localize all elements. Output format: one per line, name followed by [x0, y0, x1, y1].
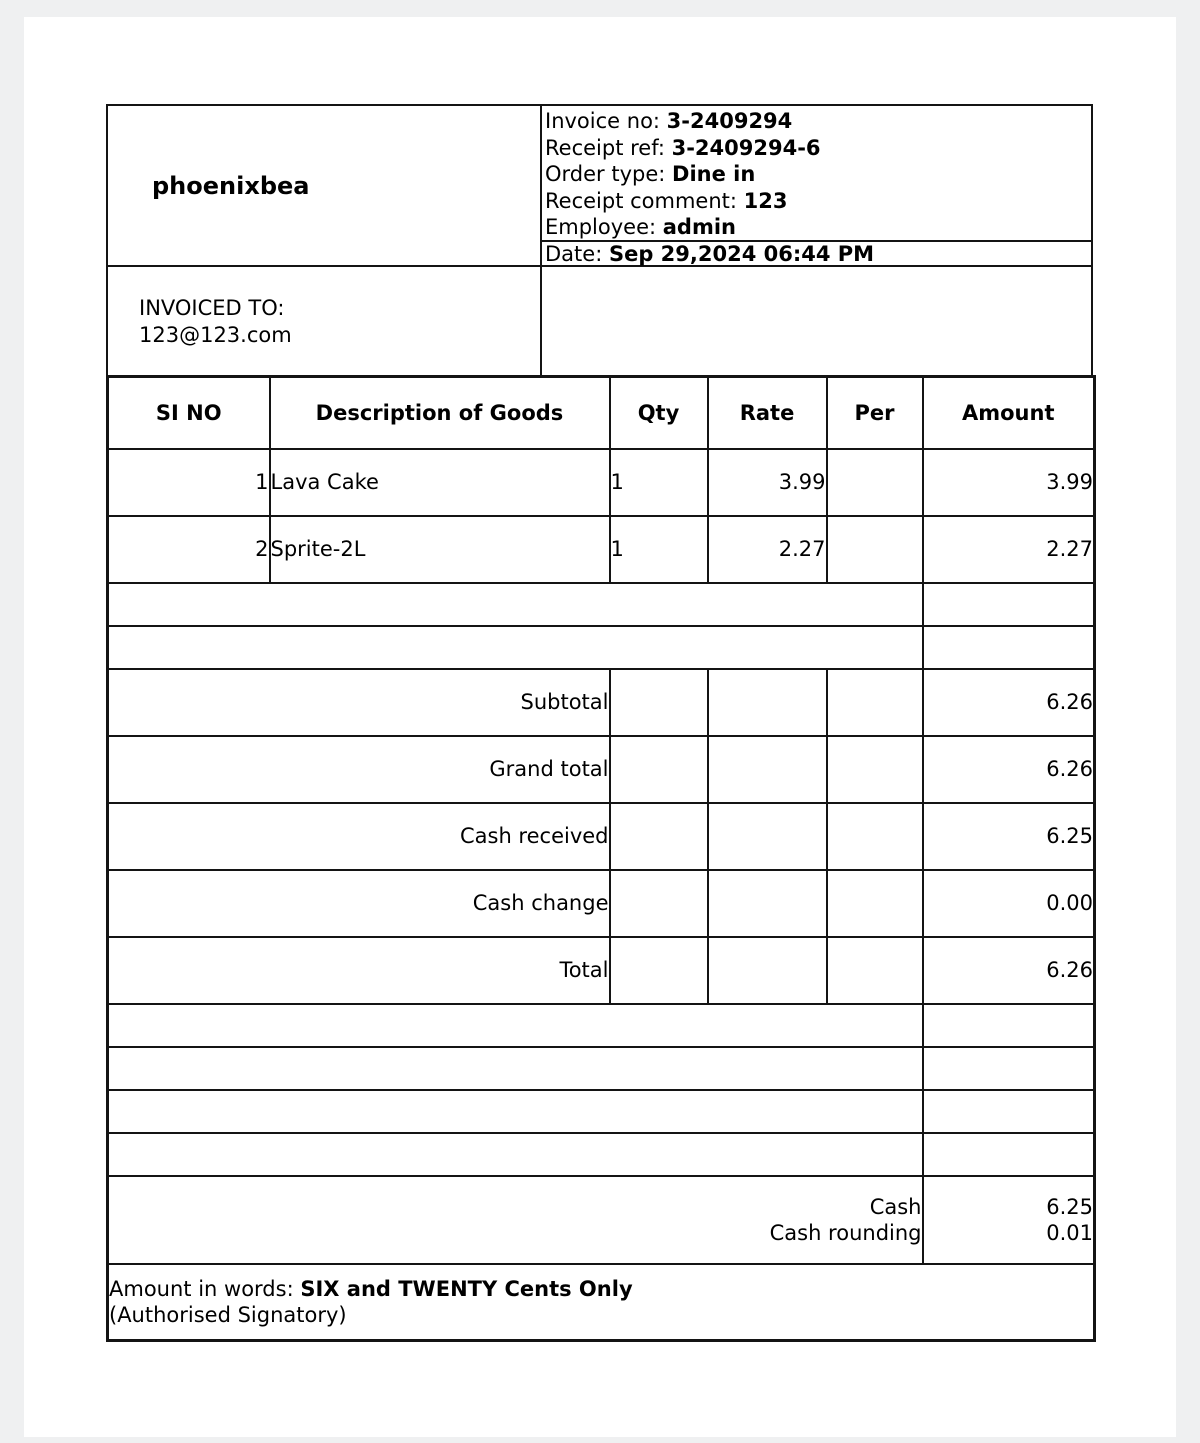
invoiced-to-email: 123@123.com	[139, 323, 292, 347]
invoice-header-section	[106, 104, 1093, 375]
invoice-meta	[542, 106, 1091, 240]
header-empty-cell	[542, 267, 1091, 375]
grand-total-amount: 6.26	[923, 736, 1095, 803]
blank-amount-cell	[923, 626, 1095, 669]
grand-total-row	[108, 736, 1095, 803]
blank-amount-cell	[923, 583, 1095, 626]
invoice-sheet	[24, 17, 1176, 1437]
item-per	[827, 449, 923, 516]
blank-row	[108, 626, 1095, 669]
amount-in-words-cell	[108, 1264, 1095, 1341]
item-row	[108, 449, 1095, 516]
column-header-qty: Qty	[610, 377, 708, 449]
item-qty: 1	[610, 449, 708, 516]
invoice-number-line: Invoice no: 3-2409294	[545, 109, 793, 133]
item-per	[827, 516, 923, 583]
blank-row	[108, 1047, 1095, 1090]
item-qty: 1	[610, 516, 708, 583]
column-header-rate: Rate	[708, 377, 827, 449]
authorised-signatory: (Authorised Signatory)	[109, 1302, 347, 1327]
order-type-line: Order type: Dine in	[545, 162, 756, 186]
item-description: Lava Cake	[270, 449, 610, 516]
item-amount: 3.99	[923, 449, 1095, 516]
blank-filler-cell	[108, 1047, 923, 1090]
cash-change-label: Cash change	[108, 870, 610, 937]
employee-line: Employee: admin	[545, 215, 736, 239]
blank-amount-cell	[923, 1133, 1095, 1176]
column-header-per: Per	[827, 377, 923, 449]
cash-change-amount: 0.00	[923, 870, 1095, 937]
item-rate: 2.27	[708, 516, 827, 583]
subtotal-row	[108, 669, 1095, 736]
items-table	[106, 375, 1096, 1342]
total-row	[108, 937, 1095, 1004]
invoiced-to-label: INVOICED TO:	[139, 296, 285, 320]
payments-row	[108, 1176, 1095, 1264]
item-row	[108, 516, 1095, 583]
total-amount: 6.26	[923, 937, 1095, 1004]
blank-amount-cell	[923, 1004, 1095, 1047]
subtotal-label: Subtotal	[108, 669, 610, 736]
column-header-amount: Amount	[923, 377, 1095, 449]
blank-row	[108, 1090, 1095, 1133]
receipt-ref-line: Receipt ref: 3-2409294-6	[545, 135, 821, 160]
blank-filler-cell	[108, 583, 923, 626]
cash-label: Cash	[869, 1194, 922, 1219]
blank-row	[108, 583, 1095, 626]
invoice-document	[106, 104, 1093, 1342]
cash-change-row	[108, 870, 1095, 937]
cash-rounding-label: Cash rounding	[769, 1220, 922, 1245]
amount-in-words-line: Amount in words: SIX and TWENTY Cents Only	[109, 1276, 633, 1301]
item-rate: 3.99	[708, 449, 827, 516]
payment-labels	[108, 1176, 923, 1264]
grand-total-label: Grand total	[108, 736, 610, 803]
cash-received-label: Cash received	[108, 803, 610, 870]
cash-rounding-amount: 0.01	[1046, 1220, 1093, 1245]
blank-amount-cell	[923, 1047, 1095, 1090]
cash-received-row	[108, 803, 1095, 870]
column-header-si-no: SI NO	[108, 377, 270, 449]
total-label: Total	[108, 937, 610, 1004]
blank-row	[108, 1133, 1095, 1176]
item-description: Sprite-2L	[270, 516, 610, 583]
cash-amount: 6.25	[1046, 1194, 1093, 1219]
invoiced-to-block	[108, 267, 542, 375]
column-header-description: Description of Goods	[270, 377, 610, 449]
blank-row	[108, 1004, 1095, 1047]
items-header-row	[108, 377, 1095, 449]
blank-filler-cell	[108, 1090, 923, 1133]
blank-amount-cell	[923, 1090, 1095, 1133]
blank-filler-cell	[108, 1004, 923, 1047]
item-si-no: 2	[108, 516, 270, 583]
blank-filler-cell	[108, 626, 923, 669]
invoice-date: Date: Sep 29,2024 06:44 PM	[542, 240, 1091, 267]
item-amount: 2.27	[923, 516, 1095, 583]
receipt-comment-line: Receipt comment: 123	[545, 188, 788, 213]
cash-received-amount: 6.25	[923, 803, 1095, 870]
amount-in-words-row	[108, 1264, 1095, 1341]
item-si-no: 1	[108, 449, 270, 516]
payment-amounts	[923, 1176, 1095, 1264]
company-name: phoenixbea	[108, 106, 542, 267]
blank-filler-cell	[108, 1133, 923, 1176]
subtotal-amount: 6.26	[923, 669, 1095, 736]
